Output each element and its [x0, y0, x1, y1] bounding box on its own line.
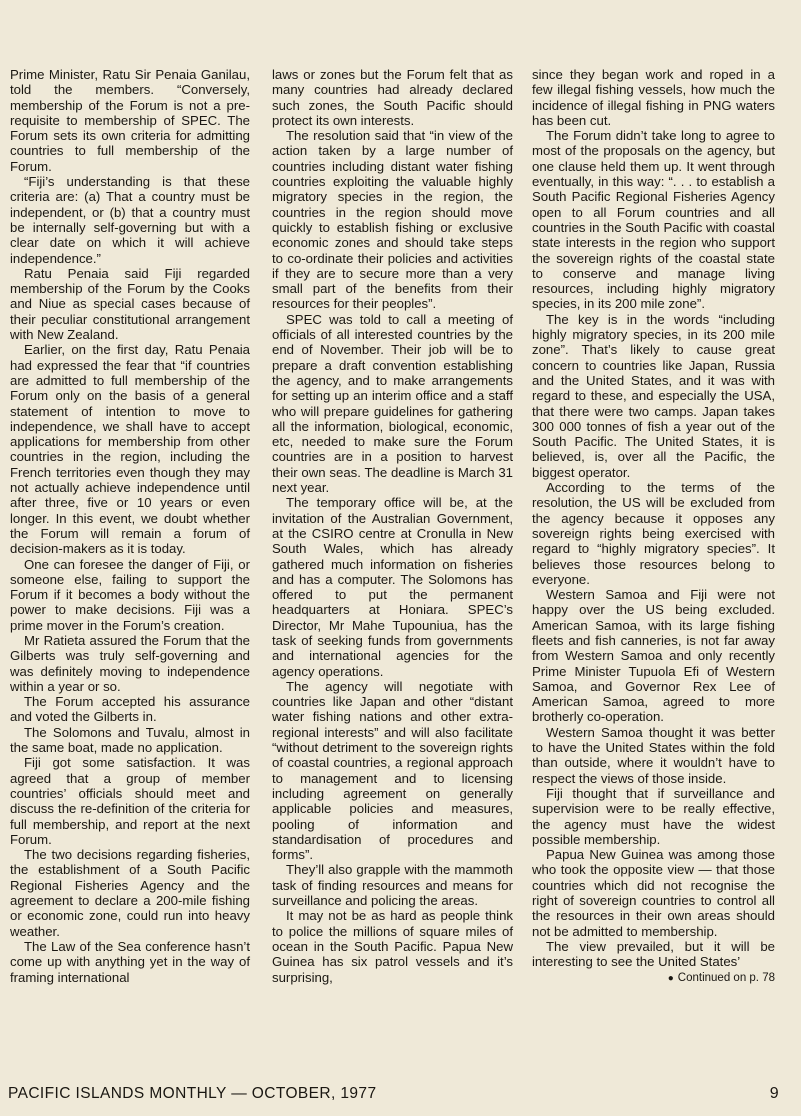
- paragraph: The key is in the words “including highly migratory species, in its 200 mile zone”. That’s likely to cause great concern to countries like Japan, Russia and the United States, and it was with regard to these, and especially the USA, that there were two camps. Japan takes 300 000 tonnes of fish a year out of the South Pacific. The United States, it is believed, is, over all the Pacific, the biggest operator.: [532, 311, 775, 480]
- paragraph: Fiji thought that if surveillance and supervision were to be really effective, the agency must have the widest possible membership.: [532, 785, 775, 847]
- paragraph: The temporary office will be, at the invitation of the Australian Government, at the CSIRO centre at Cronulla in New South Wales, which has already gathered much information on fisheries and has a computer. The Solomons has offered to put the permanent headquarters at Honiara. SPEC’s Director, Mr Mahe Tupouniua, has the task of seeking funds from governments and international agencies for the agency operations.: [272, 495, 513, 679]
- paragraph: It may not be as hard as people think to police the millions of square miles of ocean in the South Pacific. Papua New Guinea has six patrol vessels and it’s surprising,: [272, 908, 513, 985]
- paragraph: The Law of the Sea conference hasn’t come up with anything yet in the way of framing international: [10, 938, 250, 985]
- paragraph: They’ll also grapple with the mammoth task of finding resources and means for surveillance and policing the areas.: [272, 862, 513, 909]
- article-column-1: [10, 67, 250, 985]
- paragraph: since they began work and roped in a few illegal fishing vessels, how much the incidence of illegal fishing in PNG waters has been cut.: [532, 67, 775, 128]
- paragraph: laws or zones but the Forum felt that as many countries had already declared such zones, the South Pacific should protect its own interests.: [272, 67, 513, 128]
- article-column-2: [272, 67, 513, 985]
- paragraph: Fiji got some satisfaction. It was agreed that a group of member countries’ officials should meet and discuss the re-definition of the criteria for full membership, and report at the next Forum.: [10, 755, 250, 847]
- paragraph: Prime Minister, Ratu Sir Penaia Ganilau, told the members. “Conversely, membership of the Forum is not a pre-requisite to membership of SPEC. The Forum sets its own criteria for admitting countries to full membership of the Forum.: [10, 67, 250, 174]
- paragraph: “Fiji’s understanding is that these criteria are: (a) That a country must be independent, or (b) that a country must be internally self-governing but with a clear date on which it will achieve independence.”: [10, 174, 250, 266]
- article-column-3: [532, 67, 775, 986]
- continued-text: Continued on p. 78: [677, 971, 775, 984]
- paragraph: Western Samoa and Fiji were not happy over the US being excluded. American Samoa, with its large fishing fleets and fish canneries, is not far away from Western Samoa and only recently Prime Minister Tupuola Efi of Western Samoa, and Governor Rex Lee of American Samoa, agreed to more brotherly co-operation.: [532, 587, 775, 725]
- continued-note: [532, 971, 775, 986]
- paragraph: The agency will negotiate with countries like Japan and other “distant water fishing nations and other extra-regional interests” and will also facilitate “without detriment to the sovereign rights of coastal countries, a regional approach to management and to licensing including agreement on generally applicable policies and measures, pooling of information and standardisation of procedures and forms”.: [272, 678, 513, 863]
- page-footer: [8, 1085, 779, 1111]
- paragraph: According to the terms of the resolution, the US will be excluded from the agency because it opposes any sovereign rights being exercised with regard to “highly migratory species”. It believes those resources belong to everyone.: [532, 480, 775, 587]
- paragraph: Earlier, on the first day, Ratu Penaia had expressed the fear that “if countries are admitted to full membership of the Forum only on the basis of a general statement of intention to move to independence, we shall have to accept applications for membership from other countries in the region, including the French territories even though they may not actually achieve independence until after three, five or 10 years or even longer. In this event, we doubt whether the Forum will remain a forum of decision-makers as it is today.: [10, 342, 250, 557]
- paragraph: The Solomons and Tuvalu, almost in the same boat, made no application.: [10, 724, 250, 756]
- paragraph: SPEC was told to call a meeting of officials of all interested countries by the end of November. Their job will be to prepare a draft convention establishing the agency, and to make arrangements for setting up an interim office and a staff who will prepare guidelines for gathering all the information, biological, economic, etc, needed to make sure the Forum countries are in a position to harvest their own seas. The deadline is March 31 next year.: [272, 311, 513, 496]
- paragraph: Mr Ratieta assured the Forum that the Gilberts was truly self-governing and was definitely moving to independence within a year or so.: [10, 632, 250, 694]
- paragraph: The resolution said that “in view of the action taken by a large number of countries including distant water fishing countries exploiting the valuable highly migratory species in the region, the countries in the region should move quickly to establish fishing or exclusive economic zones and should take steps to co-ordinate their policies and activities if they are to secure more than a very small part of the benefits from their resources for their peoples”.: [272, 128, 513, 312]
- paragraph: The view prevailed, but it will be interesting to see the United States’: [532, 938, 775, 970]
- page-number: 9: [769, 1085, 779, 1102]
- paragraph: The Forum accepted his assurance and voted the Gilberts in.: [10, 694, 250, 725]
- magazine-title-date: PACIFIC ISLANDS MONTHLY — OCTOBER, 1977: [8, 1085, 377, 1102]
- paragraph: The two decisions regarding fisheries, the establishment of a South Pacific Regional Fisheries Agency and the agreement to declare a 200-mile fishing or economic zone, could run into heavy weather.: [10, 847, 250, 939]
- paragraph: The Forum didn’t take long to agree to most of the proposals on the agency, but one clause held them up. It went through eventually, in this way: “. . . to establish a South Pacific Regional Fisheries Agency open to all Forum countries and all countries in the South Pacific with coastal state interests in the region who support the sovereign rights of the coastal state to conserve and manage living resources, including highly migratory species, in its 200 mile zone”.: [532, 128, 775, 312]
- paragraph: Western Samoa thought it was better to have the United States within the fold than outside, where it wouldn’t have to respect the views of those inside.: [532, 724, 775, 786]
- paragraph: One can foresee the danger of Fiji, or someone else, failing to support the Forum if it becomes a body without the power to make decisions. Fiji was a prime mover in the Forum’s creation.: [10, 556, 250, 633]
- paragraph: Ratu Penaia said Fiji regarded membership of the Forum by the Cooks and Niue as special cases because of their peculiar constitutional arrangement with New Zealand.: [10, 265, 250, 343]
- bullet-icon: ●: [667, 972, 674, 984]
- paragraph: Papua New Guinea was among those who took the opposite view — that those countries which did not recognise the right of sovereign countries to control all the resources in their own areas should not be admitted to membership.: [532, 847, 775, 939]
